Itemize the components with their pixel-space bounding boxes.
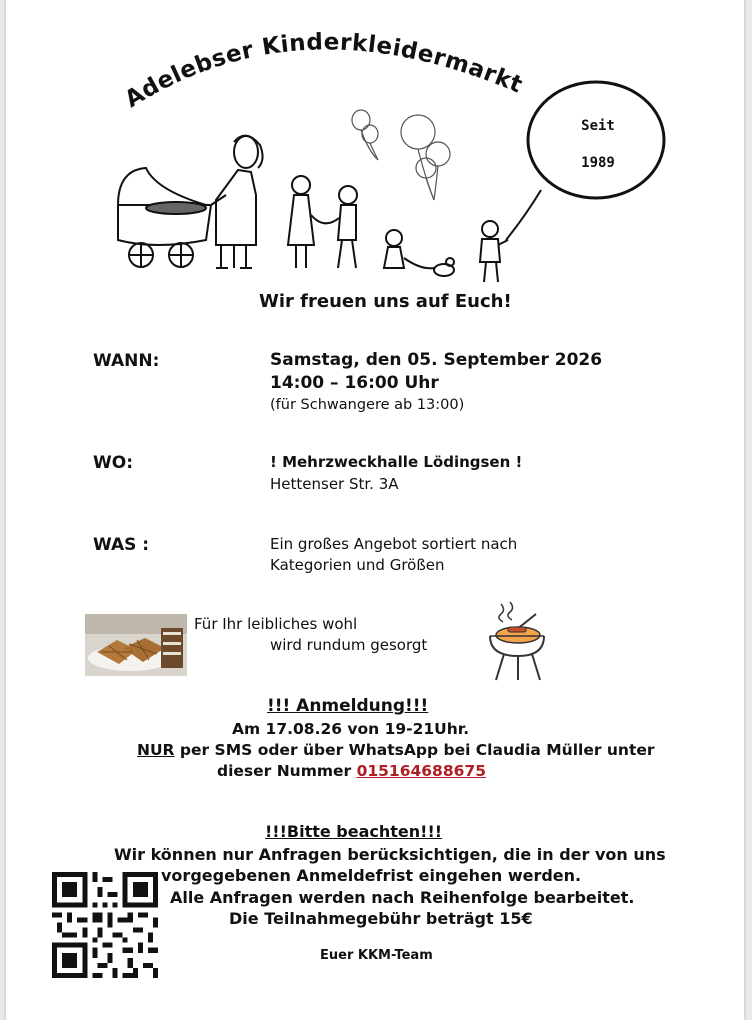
wann-time: 14:00 – 16:00 Uhr <box>270 373 439 393</box>
beachten-line3: Alle Anfragen werden nach Reihenfolge bearbeitet. <box>170 888 635 907</box>
child-balloon-icon <box>480 221 508 282</box>
anmeldung-heading: !!! Anmeldung!!! <box>267 696 429 716</box>
balloon-icon <box>506 82 664 240</box>
arc-title: Adelebser Kinderkleidermarkt <box>120 29 527 113</box>
food-line1: Für Ihr leibliches wohl <box>194 615 358 633</box>
small-balloons-icon <box>352 110 450 200</box>
balloon-text-seit: Seit <box>581 118 615 134</box>
was-label: WAS : <box>93 535 150 555</box>
header-illustration <box>6 0 744 300</box>
anmeldung-line <box>137 741 655 759</box>
waffles-photo-icon <box>85 614 187 676</box>
tagline: Wir freuen uns auf Euch! <box>259 291 512 312</box>
children-figures-icon <box>288 176 357 268</box>
anmeldung-number-line <box>217 762 486 780</box>
beachten-heading: !!!Bitte beachten!!! <box>265 822 443 841</box>
wo-venue: ! Mehrzweckhalle Lödingsen ! <box>270 453 523 471</box>
anmeldung-when: Am 17.08.26 von 19-21Uhr. <box>232 720 470 738</box>
qr-code-icon <box>52 872 158 978</box>
anmeldung-number-prefix: dieser Nummer <box>217 762 357 780</box>
grill-icon <box>476 600 546 682</box>
wo-street: Hettenser Str. 3A <box>270 475 399 493</box>
toddler-duck-icon <box>384 230 454 276</box>
anmeldung-via: per SMS oder über WhatsApp bei Claudia Müller unter <box>174 741 655 759</box>
wo-label: WO: <box>93 453 134 473</box>
was-line1: Ein großes Angebot sortiert nach <box>270 535 518 553</box>
wann-date: Samstag, den 05. September 2026 <box>270 350 603 370</box>
flyer-page <box>6 0 744 1020</box>
mother-figure-icon <box>216 136 263 268</box>
beachten-line1: Wir können nur Anfragen berücksichtigen, die in der von uns <box>114 845 666 864</box>
signature: Euer KKM-Team <box>320 948 433 963</box>
balloon-text-year: 1989 <box>581 155 615 171</box>
was-line2: Kategorien und Größen <box>270 556 445 574</box>
wann-label: WANN: <box>93 351 160 371</box>
anmeldung-nur: NUR <box>137 741 175 759</box>
beachten-line2: vorgegebenen Anmeldefrist eingehen werden. <box>161 866 582 885</box>
wann-note: (für Schwangere ab 13:00) <box>270 397 465 413</box>
phone-number-link[interactable]: 015164688675 <box>356 762 486 780</box>
stroller-icon <box>118 168 226 267</box>
beachten-line4: Die Teilnahmegebühr beträgt 15€ <box>229 909 533 928</box>
food-line2: wird rundum gesorgt <box>270 636 428 654</box>
